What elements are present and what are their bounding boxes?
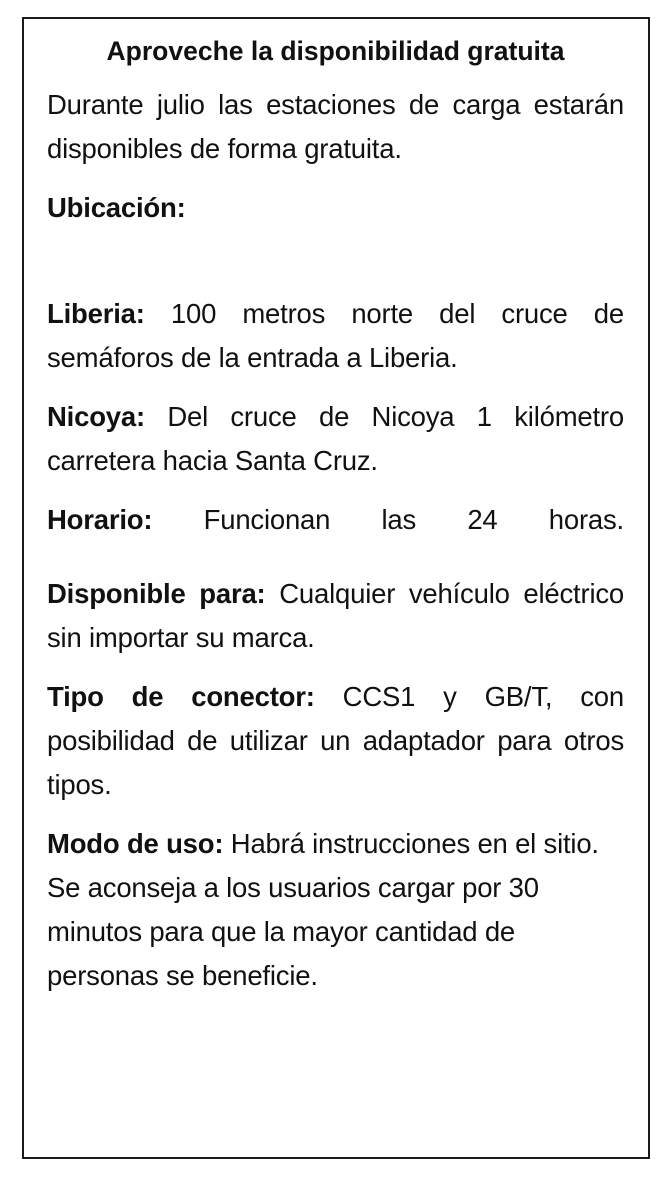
modo-paragraph <box>47 822 624 998</box>
disponible-label: Disponible para: <box>47 578 266 609</box>
modo-text: Habrá instrucciones en el sitio. Se aconseja a los usuarios cargar por 30 minutos para que la mayor cantidad de personas se beneficie. <box>47 828 599 991</box>
conector-label: Tipo de conector: <box>47 681 315 712</box>
horario-label: Horario: <box>47 504 153 535</box>
notice-title: Aproveche la disponibilidad gratuita <box>106 36 565 66</box>
intro-text: Durante julio las estaciones de carga estarán disponibles de forma gratuita. <box>47 89 624 164</box>
intro-paragraph <box>47 83 624 171</box>
liberia-label: Liberia: <box>47 298 145 329</box>
disponible-paragraph <box>47 572 624 660</box>
location-heading-label: Ubicación: <box>47 192 186 223</box>
horario-paragraph <box>47 498 624 542</box>
location-heading <box>47 186 624 230</box>
liberia-paragraph <box>47 292 624 380</box>
nicoya-text: Del cruce de Nicoya 1 kilómetro carretera hacia Santa Cruz. <box>47 401 624 476</box>
nicoya-paragraph <box>47 395 624 483</box>
disponible-text: Cualquier vehículo eléctrico sin importar su marca. <box>47 578 625 653</box>
conector-paragraph <box>47 675 624 807</box>
conector-text: CCS1 y GB/T, con posibilidad de utilizar un adaptador para otros tipos. <box>47 681 624 800</box>
notice-card <box>22 17 650 1159</box>
liberia-text: 100 metros norte del cruce de semáforos de la entrada a Liberia. <box>47 298 624 373</box>
horario-text: Funcionan las 24 horas. <box>203 504 624 535</box>
nicoya-label: Nicoya: <box>47 401 145 432</box>
modo-label: Modo de uso: <box>47 828 224 859</box>
